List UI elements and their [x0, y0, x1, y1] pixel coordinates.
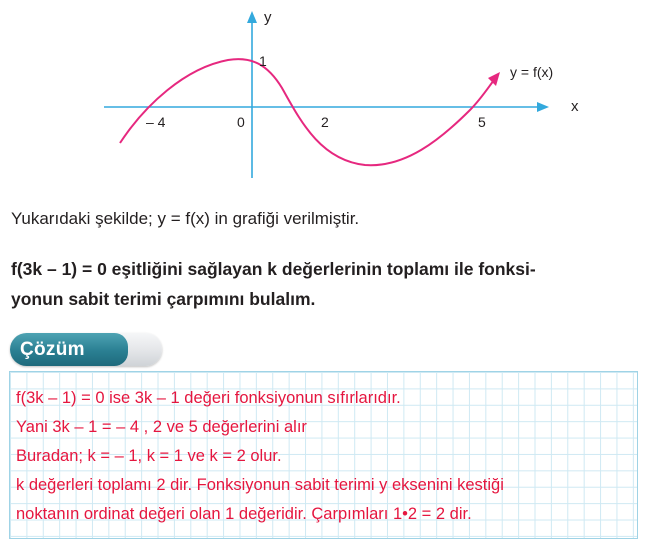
tick-label-5: 5	[478, 114, 486, 130]
tick-label-2: 2	[321, 114, 329, 130]
solution-text	[16, 384, 504, 529]
solution-tab	[10, 333, 162, 367]
curve-arrow-icon	[488, 72, 500, 86]
question-line-1: f(3k – 1) = 0 eşitliğini sağlayan k değerlerinin toplamı ile fonksi-	[11, 259, 536, 279]
tick-label-0: 0	[237, 114, 245, 130]
y-axis-arrow-icon	[247, 11, 257, 23]
function-curve	[120, 59, 494, 165]
solution-line-4: k değerleri toplamı 2 dir. Fonksiyonun sabit terimi y eksenini kestiği	[16, 476, 504, 494]
solution-line-2: Yani 3k – 1 = – 4 , 2 ve 5 değerlerini alır	[16, 418, 307, 436]
problem-statement: Yukarıdaki şekilde; y = f(x) in grafiği verilmiştir.	[11, 209, 360, 228]
y-axis-label: y	[264, 9, 272, 26]
function-graph	[0, 0, 649, 200]
solution-line-5: noktanın ordinat değeri olan 1 değeridir. Çarpımları 1•2 = 2 dir.	[16, 505, 472, 523]
curve-label: y = f(x)	[510, 64, 554, 80]
x-axis-label: x	[571, 98, 579, 115]
solution-line-1: f(3k – 1) = 0 ise 3k – 1 değeri fonksiyonun sıfırlarıdır.	[16, 389, 401, 407]
solution-tab-label: Çözüm	[10, 333, 128, 366]
x-axis-arrow-icon	[537, 102, 549, 112]
question-text	[11, 254, 641, 314]
question-line-2: yonun sabit terimi çarpımını bulalım.	[11, 289, 316, 309]
solution-line-3: Buradan; k = – 1, k = 1 ve k = 2 olur.	[16, 447, 282, 465]
tick-label-1: 1	[259, 53, 267, 69]
tick-label-neg4: – 4	[146, 114, 166, 130]
